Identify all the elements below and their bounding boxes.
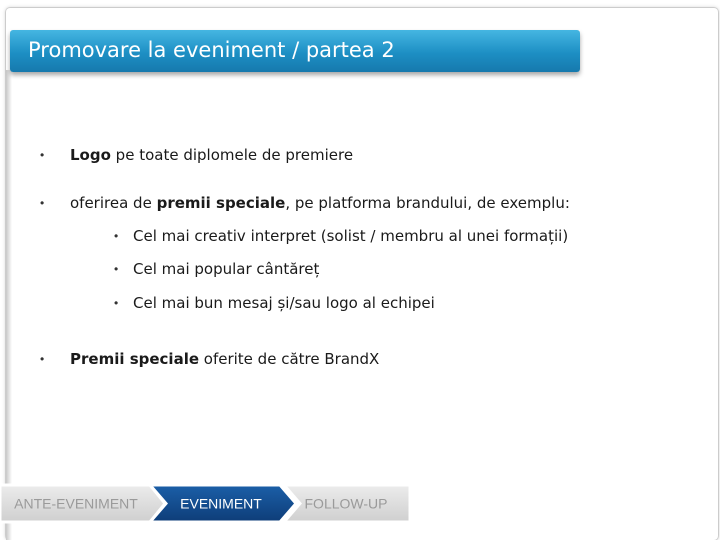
step-label: FOLLOW-UP [304,495,388,512]
sub-bullet-dot: • [114,262,119,276]
step-eveniment[interactable] [150,485,296,522]
sub-bullet-dot: • [114,229,119,243]
bullet-bold-text: Premii speciale [70,350,200,368]
bullet-bold-text: Logo [70,146,111,164]
bullet-text: oferite de către BrandX [199,350,380,368]
step-follow-up[interactable] [284,485,410,522]
bullet-dot: • [40,196,45,210]
slide-title: Promovare la eveniment / partea 2 [28,38,395,62]
sub-bullet-item: Cel mai bun mesaj și/sau logo al echipei [133,294,435,312]
bullet-text: , pe platforma brandului, de exemplu: [285,194,570,212]
bullet-text: pe toate diplomele de premiere [110,146,354,164]
bullet-bold-text: premii speciale [156,194,286,212]
bullet-dot: • [40,352,45,366]
bullet-dot: • [40,148,45,162]
bullet-text: oferirea de [70,194,157,212]
step-ante-eveniment[interactable] [0,485,165,522]
step-label: ANTE-EVENIMENT [14,495,138,512]
sub-bullet-item: Cel mai creativ interpret (solist / membru al unei formații) [133,227,569,245]
sub-bullet-item: Cel mai popular cântăreț [133,260,320,278]
sub-bullet-dot: • [114,296,119,310]
step-label: EVENIMENT [180,495,262,512]
